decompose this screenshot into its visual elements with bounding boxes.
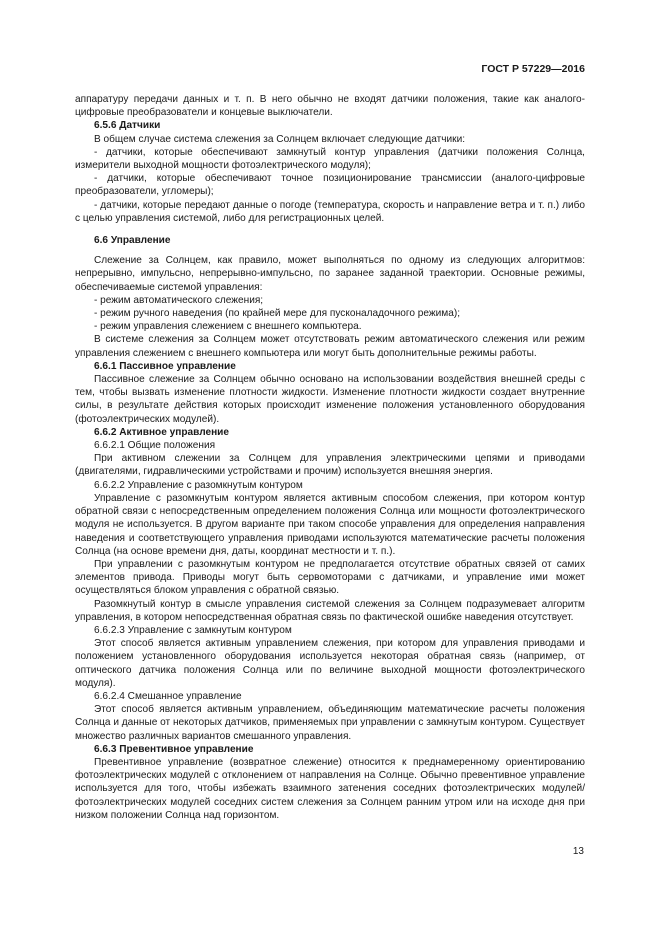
- list-item: - датчики, которые обеспечивают точное позиционирование трансмиссии (аналого-цифровые преобразователи, угломеры);: [75, 173, 585, 198]
- subsection-heading: 6.6.2.1 Общие положения: [94, 440, 216, 452]
- paragraph: При управлении с разомкнутым контуром не предполагается отсутствие обратных связей от самих элементов привода. Приводы могут быть сервомоторами с датчиками, и управление ими может осуществляться блоком управления с обратной связью.: [75, 558, 585, 597]
- section-heading: 6.5.6 Датчики: [94, 120, 161, 132]
- paragraph: Этот способ является активным управлением слежения, при котором для управления приводами и положением установленного оборудования используется некоторая обратная связь (например, от оптического датчика положения Солнца или по величине выходной мощности фотоэлектрического модуля).: [75, 638, 585, 689]
- subsection-heading: 6.6.2.2 Управление с разомкнутым контуром: [94, 479, 303, 491]
- document-body: [75, 93, 585, 822]
- page-number: 13: [572, 846, 584, 857]
- list-item: - режим управления слежением с внешнего компьютера.: [94, 321, 362, 333]
- paragraph: Пассивное слежение за Солнцем обычно основано на использовании воздействия внешней среды с тем, чтобы вызвать изменение плотности жидкости. Изменение плотности жидкости создает внутренние силы, в результате действия которых происходит изменение положения установленного оборудования (фотоэлектрических модулей).: [75, 374, 585, 425]
- section-heading: 6.6.2 Активное управление: [94, 426, 229, 438]
- paragraph: При активном слежении за Солнцем для управления электрическими цепями и приводами (двигателями, гидравлическими устройствами и прочим) используется внешняя энергия.: [75, 453, 585, 478]
- paragraph: Этот способ является активным управлением, объединяющим математические расчеты положения Солнца и данные от некоторых датчиков, применяемых при управлении с замкнутым контуром. Существует множество различных вариантов смешанного управления.: [75, 704, 585, 742]
- list-item: - режим ручного наведения (по крайней мере для пусконаладочного режима);: [94, 308, 461, 320]
- list-item: - датчики, которые обеспечивают замкнутый контур управления (датчики положения Солнца, измерители выходной мощности фотоэлектрического модуля);: [75, 146, 585, 172]
- list-item: - датчики, которые передают данные о погоде (температура, скорость и направление ветра и т. п.) либо с целью управления системой, либо для регистрационных целей.: [75, 199, 585, 224]
- paragraph: В общем случае система слежения за Солнцем включает следующие датчики:: [94, 133, 466, 145]
- section-heading: 6.6.1 Пассивное управление: [94, 360, 236, 372]
- paragraph: Слежение за Солнцем, как правило, может выполняться по одному из следующих алгоритмов: непрерывно, импульсно, непрерывно-импульсно, по заранее заданной траектории. Основные режимы, обеспечиваемые системой управления:: [75, 255, 585, 293]
- paragraph: Разомкнутый контур в смысле управления системой слежения за Солнцем подразумевает алгоритм управления, в котором непосредственная обратная связь по фактической ошибке наведения отсутствует.: [75, 598, 585, 623]
- paragraph: Управление с разомкнутым контуром является активным способом слежения, при котором контур обратной связи с непосредственным определением положения Солнца или мощности фотоэлектрического модуля не используется. В другом варианте при таком способе управления для определения направления наведения и соответствующего управления приводами используются математические расчеты положения Солнца (на основе времени дня, даты, координат местности и т. п.).: [75, 492, 585, 557]
- paragraph: В системе слежения за Солнцем может отсутствовать режим автоматического слежения или режим управления слежением с внешнего компьютера или могут быть дополнительные режимы работы.: [75, 334, 585, 359]
- section-heading: 6.6.3 Превентивное управление: [94, 743, 254, 755]
- section-heading: 6.6 Управление: [94, 235, 171, 247]
- subsection-heading: 6.6.2.3 Управление с замкнутым контуром: [94, 624, 292, 636]
- subsection-heading: 6.6.2.4 Смешанное управление: [94, 690, 242, 702]
- paragraph: Превентивное управление (возвратное слежение) относится к преднамеренному ориентированию фотоэлектрических модулей с отклонением от направления на Солнце. Обычно превентивное управление используется для того, чтобы избежать взаимного затенения соседних фотоэлектрических модулей/фотоэлектрических модулей соседних систем слежения за Солнцем ранним утром или на исходе дня при низком положении Солнца над горизонтом.: [75, 756, 585, 821]
- paragraph: аппаратуру передачи данных и т. п. В него обычно не входят датчики положения, такие как аналого-цифровые преобразователи и концевые выключатели.: [75, 94, 585, 119]
- list-item: - режим автоматического слежения;: [94, 294, 264, 306]
- standard-header: ГОСТ Р 57229—2016: [481, 63, 585, 75]
